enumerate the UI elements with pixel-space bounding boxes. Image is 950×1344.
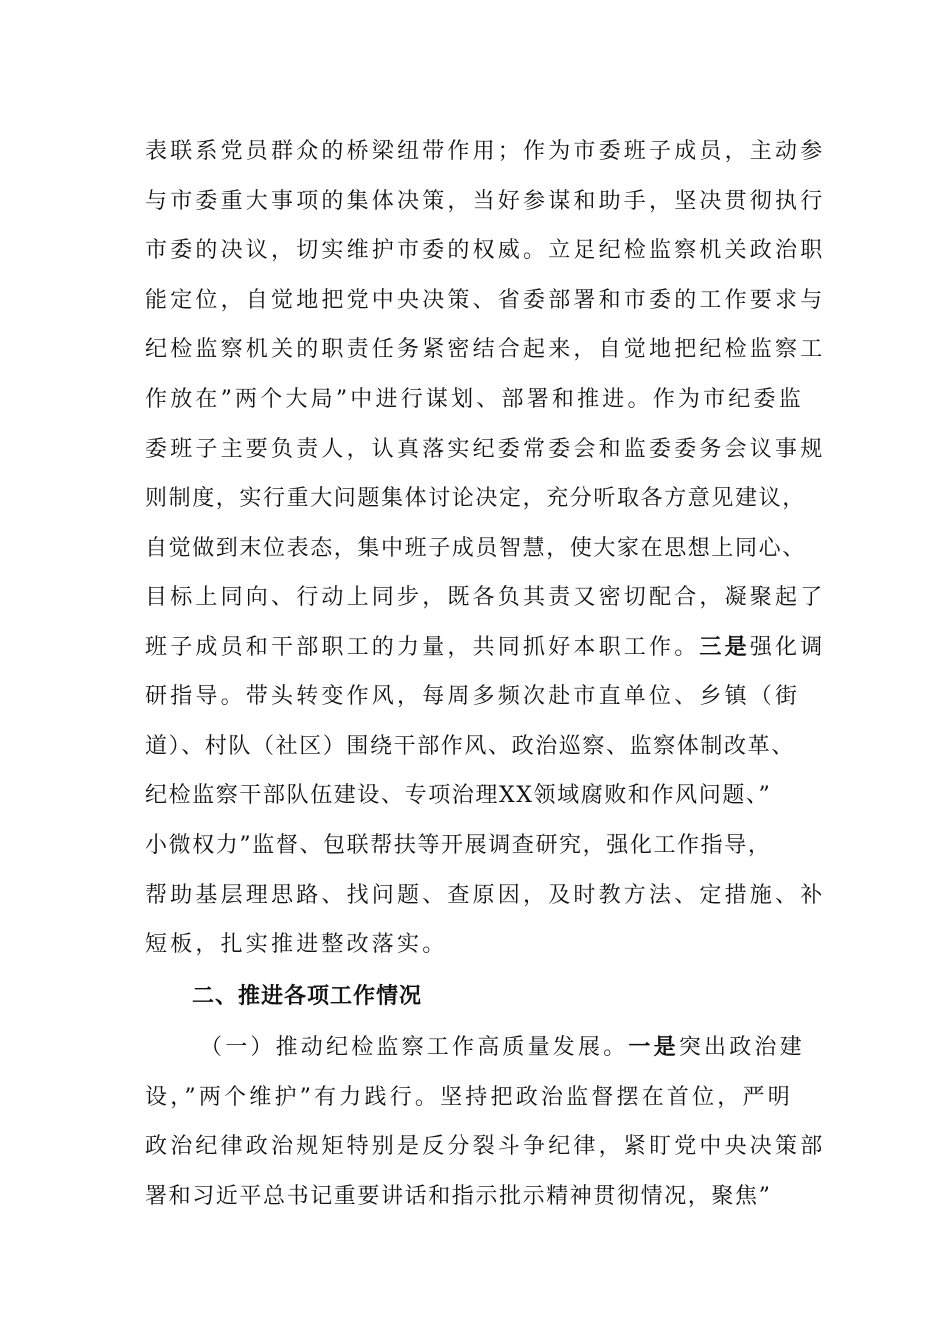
text-line bbox=[145, 633, 825, 663]
text-line: 短板，扎实推进整改落实。 bbox=[145, 932, 448, 957]
text-line: 纪检监察干部队伍建设、专项治理XX领域腐败和作风问题、” bbox=[145, 783, 772, 808]
section-heading: 二、推进各项工作情况 bbox=[192, 984, 423, 1009]
text-line: 委班子主要负责人，认真落实纪委常委会和监委委务会议事规 bbox=[145, 437, 826, 462]
text-line: 与市委重大事项的集体决策，当好参谋和助手，坚决贯彻执行 bbox=[145, 189, 826, 214]
text-line: 小微权力”监督、包联帮扶等开展调查研究，强化工作指导， bbox=[145, 833, 772, 858]
text-run: （一）推动纪检监察工作高质量发展。 bbox=[200, 1035, 629, 1060]
text-line: 道）、村队（社区）围绕干部作风、政治巡察、监察体制改革、 bbox=[145, 734, 795, 759]
text-run: 强化调 bbox=[749, 635, 826, 660]
text-line: 帮助基层理思路、找问题、查原因，及时教方法、定措施、补 bbox=[145, 883, 826, 908]
text-line: 政治纪律政治规矩特别是反分裂斗争纪律，紧盯党中央决策部 bbox=[145, 1134, 826, 1159]
text-line: 目标上同向、行动上同步，既各负其责又密切配合，凝聚起了 bbox=[145, 585, 826, 610]
text-run: 班子成员和干部职工的力量，共同抓好本职工作。 bbox=[145, 635, 700, 660]
text-line: 自觉做到末位表态，集中班子成员智慧，使大家在思想上同心、 bbox=[145, 536, 806, 561]
text-line: 研指导。带头转变作风，每周多频次赴市直单位、乡镇（街 bbox=[145, 684, 801, 709]
text-line: 设，”两个维护”有力践行。坚持把政治监督摆在首位，严明 bbox=[145, 1085, 793, 1110]
text-line: 市委的决议，切实维护市委的权威。立足纪检监察机关政治职 bbox=[145, 238, 826, 263]
text-line bbox=[200, 1033, 880, 1063]
bold-marker: 三是 bbox=[699, 635, 750, 660]
text-line: 则制度，实行重大问题集体讨论决定，充分听取各方意见建议， bbox=[145, 486, 806, 511]
text-run: 突出政治建 bbox=[678, 1035, 805, 1060]
text-line: 能定位，自觉地把党中央决策、省委部署和市委的工作要求与 bbox=[145, 288, 826, 313]
text-line: 署和习近平总书记重要讲话和指示批示精神贯彻情况，聚焦” bbox=[145, 1184, 772, 1209]
bold-marker: 一是 bbox=[628, 1035, 679, 1060]
text-line: 作放在”两个大局”中进行谋划、部署和推进。作为市纪委监 bbox=[145, 387, 804, 412]
text-line: 表联系党员群众的桥梁纽带作用；作为市委班子成员，主动参 bbox=[145, 139, 826, 164]
text-line: 纪检监察机关的职责任务紧密结合起来，自觉地把纪检监察工 bbox=[145, 337, 826, 362]
